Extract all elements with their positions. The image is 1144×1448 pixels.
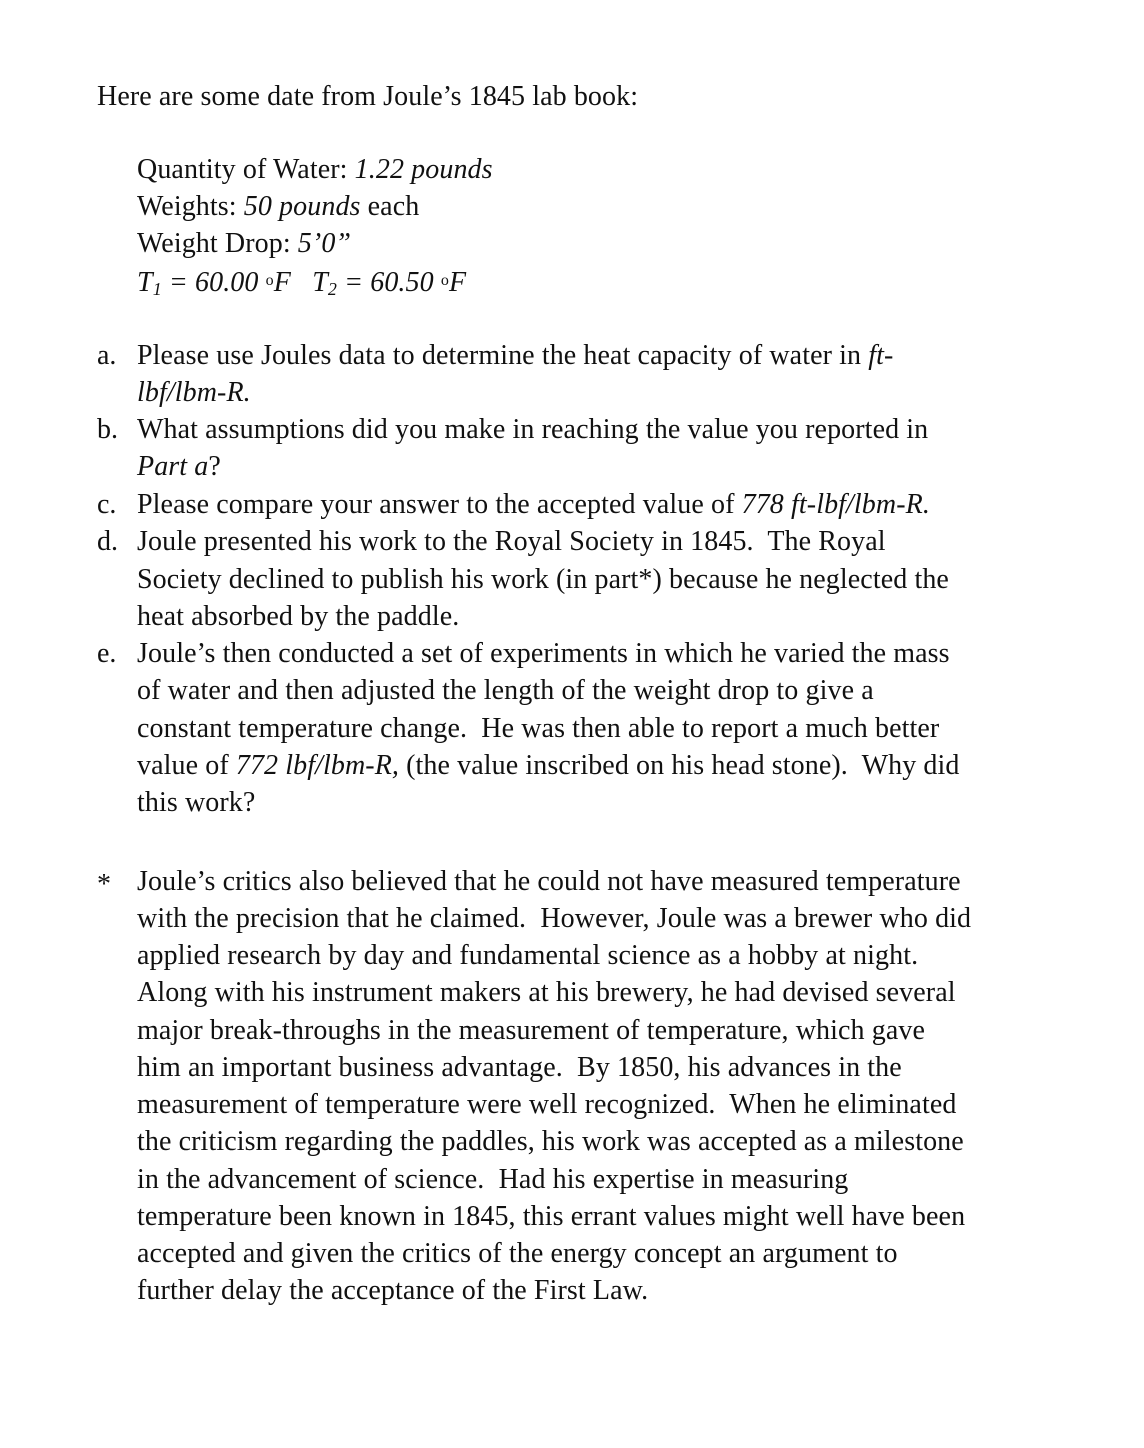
question-text: Society declined to publish his work (in part*) because he neglected the	[137, 564, 949, 595]
water-quantity	[137, 151, 493, 188]
footnote-line: further delay the acceptance of the First Law.	[137, 1275, 649, 1306]
t2-value: = 60.50	[337, 267, 441, 298]
t1-degree: o	[265, 272, 274, 289]
question-text: this work?	[137, 787, 256, 818]
intro-heading: Here are some date from Joule’s 1845 lab book:	[97, 81, 639, 112]
footnote-line: measurement of temperature were well recognized. When he eliminated	[137, 1089, 957, 1120]
t1-symbol: T	[137, 267, 153, 298]
question-mark: ?	[208, 451, 221, 482]
t1-unit: F	[273, 267, 291, 298]
question-text	[137, 448, 221, 485]
footnote-line: with the precision that he claimed. However, Joule was a brewer who did	[137, 903, 972, 934]
footnote-line: Along with his instrument makers at his brewery, he had devised several	[137, 977, 956, 1008]
question-c-text: Please compare your answer to the accepted value of	[137, 489, 742, 520]
question-a-text-1: Please use Joules data to determine the heat capacity of water in	[137, 340, 869, 371]
t2-symbol: T	[312, 267, 328, 298]
t2-degree: o	[440, 272, 449, 289]
t1-subscript: 1	[152, 279, 162, 299]
t1-value: = 60.00	[161, 267, 266, 298]
question-text: constant temperature change. He was then able to report a much better	[137, 713, 940, 744]
question-e-text: value of	[137, 750, 236, 781]
footnote-line: the criticism regarding the paddles, his work was accepted as a milestone	[137, 1126, 964, 1157]
question-text	[137, 747, 960, 784]
question-text: What assumptions did you make in reaching the value you reported in	[137, 414, 929, 445]
footnote-line: temperature been known in 1845, this errant values might well have been	[137, 1201, 966, 1232]
t2-unit: F	[448, 267, 467, 298]
t2-subscript: 2	[327, 279, 338, 299]
question-text: of water and then adjusted the length of the weight drop to give a	[137, 675, 874, 706]
part-a-ref: Part a	[137, 451, 209, 482]
question-text: lbf/lbm-R.	[137, 377, 251, 408]
temperatures	[137, 262, 466, 308]
footnote-line: applied research by day and fundamental science as a hobby at night.	[137, 940, 919, 971]
footnote-line: him an important business advantage. By 1850, his advances in the	[137, 1052, 902, 1083]
question-label-d: d.	[97, 526, 118, 557]
footnote-line: Joule’s critics also believed that he could not have measured temperature	[137, 866, 961, 897]
question-label-b: b.	[97, 414, 118, 445]
weights-value: 50 pounds	[243, 191, 361, 222]
question-e-text-cont: (the value inscribed on his head stone). Why did	[399, 750, 960, 781]
water-value: 1.22 pounds	[354, 154, 493, 185]
weights-suffix: each	[360, 191, 420, 222]
question-text: heat absorbed by the paddle.	[137, 601, 460, 632]
question-text: Joule’s then conducted a set of experiments in which he varied the mass	[137, 638, 950, 669]
question-label-e: e.	[97, 638, 117, 669]
drop-label: Weight Drop:	[137, 228, 298, 259]
question-text: Joule presented his work to the Royal Society in 1845. The Royal	[137, 526, 886, 557]
question-text	[137, 486, 930, 523]
weights-label: Weights:	[137, 191, 244, 222]
footnote-line: major break-throughs in the measurement of temperature, which gave	[137, 1015, 925, 1046]
asterisk-marker: *	[97, 869, 111, 900]
accepted-value: 778 ft-lbf/lbm-R.	[741, 489, 930, 520]
drop-value: 5’0”	[297, 228, 352, 259]
footnote-line: in the advancement of science. Had his expertise in measuring	[137, 1164, 849, 1195]
question-text	[137, 337, 893, 374]
footnote-line: accepted and given the critics of the energy concept an argument to	[137, 1238, 898, 1269]
question-label-a: a.	[97, 340, 117, 371]
weight-drop	[137, 225, 351, 262]
headstone-value: 772 lbf/lbm-R,	[235, 750, 400, 781]
weights	[137, 188, 419, 225]
question-label-c: c.	[97, 489, 117, 520]
water-label: Quantity of Water:	[137, 154, 355, 185]
unit-ft: ft-	[868, 340, 894, 371]
